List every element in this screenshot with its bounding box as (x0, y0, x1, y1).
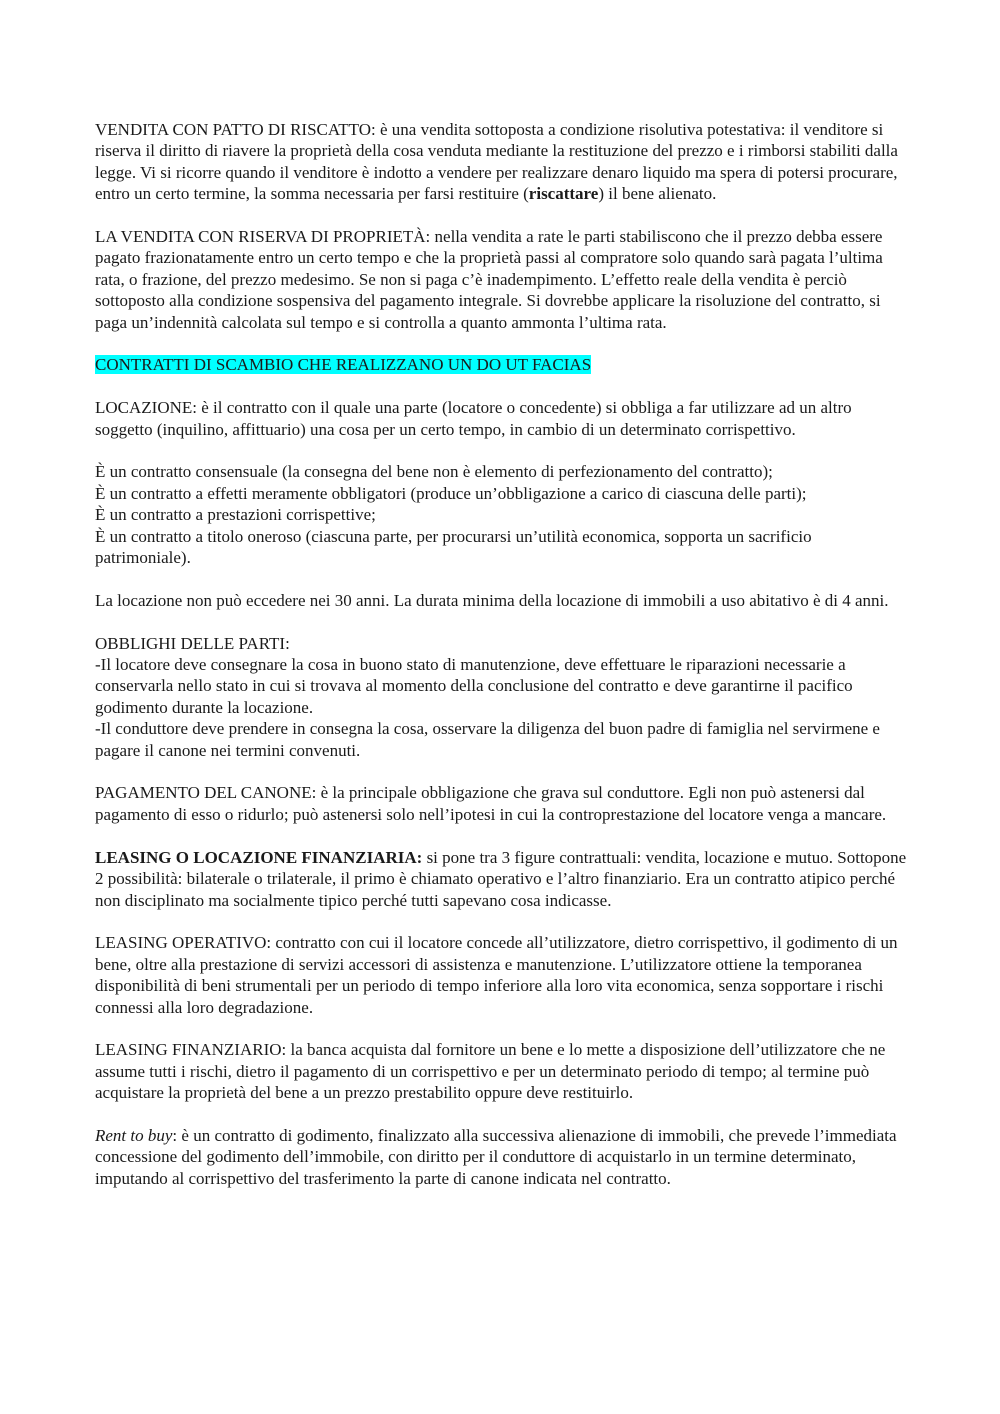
bold-term: riscattare (528, 184, 599, 204)
obblighi-title: OBBLIGHI DELLE PARTI: (95, 633, 290, 653)
paragraph-pagamento-canone: PAGAMENTO DEL CANONE: è la principale obbligazione che grava sul conduttore. Egli non può astenersi dal pagamento di esso o ridurlo; può astenersi solo nell’ipotesi in cui la controprestazione del locatore venga a mancare. (95, 783, 887, 824)
document-page (95, 119, 910, 1211)
italic-term: Rent to buy (95, 1125, 173, 1145)
obblighi-item: -Il locatore deve consegnare la cosa in buono stato di manutenzione, deve effettuare le riparazioni necessarie a conservarla nello stato in cui si trovava al momento della conclusione del contratto e deve garantirne il pacifico godimento durante la locazione. (95, 655, 853, 717)
list-item: È un contratto a titolo oneroso (ciascuna parte, per procurarsi un’utilità economica, sopporta un sacrificio patrimoniale). (95, 526, 812, 568)
list-item: È un contratto a effetti meramente obbligatori (produce un’obbligazione a carico di ciascuna delle parti); (95, 483, 807, 503)
bold-term: LEASING O LOCAZIONE FINANZIARIA: (95, 847, 423, 867)
list-item: È un contratto a prestazioni corrispettive; (95, 505, 376, 525)
highlighted-heading: CONTRATTI DI SCAMBIO CHE REALIZZANO UN DO UT FACIAS (95, 355, 592, 375)
obblighi-item: -Il conduttore deve prendere in consegna la cosa, osservare la diligenza del buon padre di famiglia nel servirmene e pagare il canone nei termini convenuti. (95, 719, 880, 760)
paragraph-leasing-finanziario: LEASING FINANZIARIO: la banca acquista dal fornitore un bene e lo mette a disposizione dell’utilizzatore che ne assume tutti i rischi, dietro il pagamento di un corrispettivo e per un determinato periodo di tempo; al termine può acquistare la proprietà del bene a un prezzo prestabilito oppure deve restituirlo. (95, 1040, 886, 1103)
paragraph-durata: La locazione non può eccedere nei 30 anni. La durata minima della locazione di immobili a uso abitativo è di 4 anni. (95, 590, 889, 610)
paragraph-leasing: LEASING O LOCAZIONE FINANZIARIA: si pone tra 3 figure contrattuali: vendita, locazione e mutuo. Sottopone 2 possibilità: bilaterale o trilaterale, il primo è chiamato operativo e l’altro finanziario. Era un contratto atipico perché non disciplinato ma socialmente tipico perché tutti sapevano cosa indicasse. (95, 847, 907, 910)
paragraph-rent-to-buy: Rent to buy: è un contratto di godimento, finalizzato alla successiva alienazione di immobili, che prevede l’immediata concessione del godimento dell’immobile, con diritto per il conduttore di acquistarlo in un termine determinato, imputando al corrispettivo del trasferimento la parte di canone indicata nel contratto. (95, 1125, 897, 1188)
paragraph-leasing-operativo: LEASING OPERATIVO: contratto con cui il locatore concede all’utilizzatore, dietro corrispettivo, il godimento di un bene, oltre alla prestazione di servizi accessori di assistenza e manutenzione. L’utilizzatore ottiene la temporanea disponibilità di beni strumentali per un periodo di tempo inferiore alla loro vita economica, senza sopportare i rischi connessi alla loro degradazione. (95, 933, 898, 1017)
section-heading (95, 354, 910, 375)
paragraph-locazione: LOCAZIONE: è il contratto con il quale una parte (locatore o concedente) si obbliga a far utilizzare ad un altro soggetto (inquilino, affittuario) una cosa per un certo tempo, in cambio di un determinato corrispettivo. (95, 398, 852, 439)
list-item: È un contratto consensuale (la consegna del bene non è elemento di perfezionamento del contratto); (95, 462, 773, 482)
paragraph-riserva-proprieta: LA VENDITA CON RISERVA DI PROPRIETÀ: nella vendita a rate le parti stabiliscono che il prezzo debba essere pagato frazionatamente entro un certo tempo e che la proprietà passi al compratore solo quando sarà pagata l’ultima rata, o frazione, del prezzo medesimo. Se non si paga c’è inadempimento. L’effetto reale della vendita è perciò sottoposto alla condizione sospensiva del pagamento integrale. Si dovrebbe applicare la risoluzione del contratto, si paga un’indennità calcolata sul tempo e si controlla a quanto ammonta l’ultima rata. (95, 227, 883, 332)
paragraph-patto-riscatto: VENDITA CON PATTO DI RISCATTO: è una vendita sottoposta a condizione risolutiva potestativa: il venditore si riserva il diritto di riavere la proprietà della cosa venduta mediante la restituzione del prezzo e i rimborsi stabiliti dalla legge. Vi si ricorre quando il venditore è indotto a vendere per realizzare denaro liquido ma spera di potersi procurare, entro un certo termine, la somma necessaria per farsi restituire (riscattare) il bene alienato. (95, 120, 898, 204)
